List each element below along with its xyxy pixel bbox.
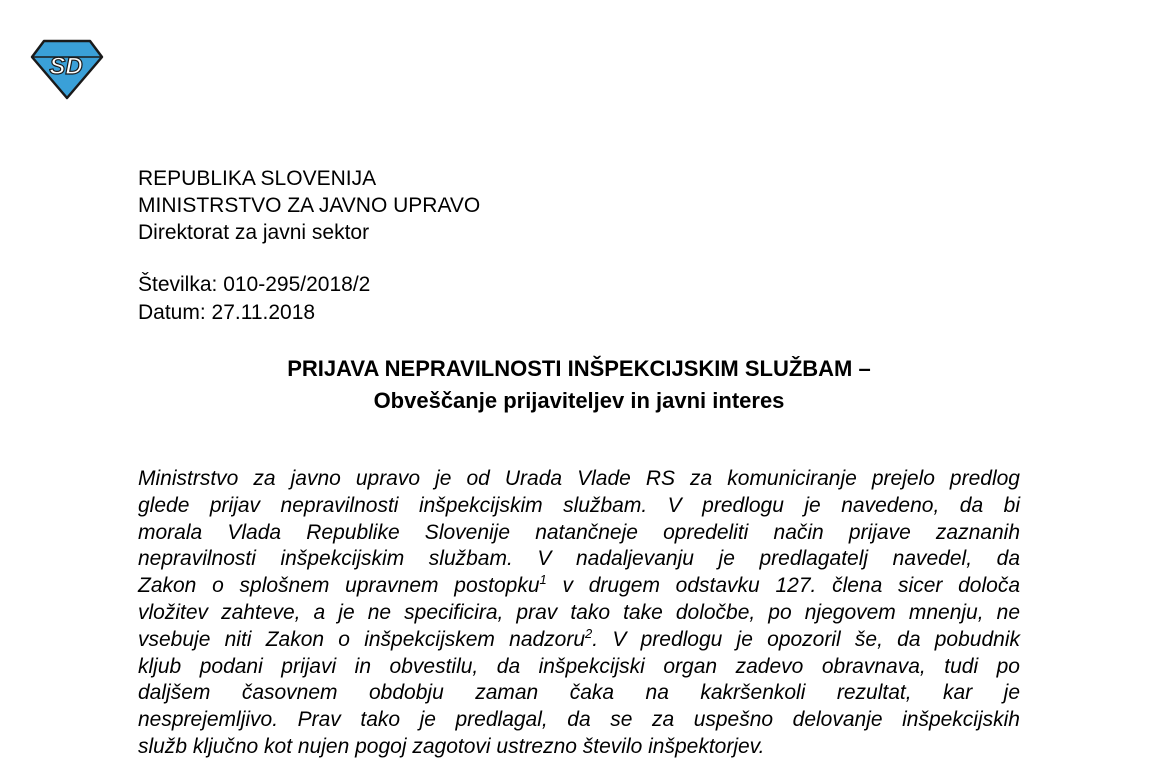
logo-letters: SD	[49, 53, 83, 80]
title-line-2: Obveščanje prijaviteljev in javni interes	[373, 388, 785, 413]
issuer-header	[138, 165, 480, 246]
footnote-ref-2: 2	[585, 625, 593, 641]
document-date: Datum: 27.11.2018	[138, 301, 316, 324]
body-line: daljšem časovnem obdobju zaman čaka na kakršenkoli rezultat, kar je	[138, 681, 1020, 705]
footnote-ref-1: 1	[539, 572, 547, 588]
header-ministry: MINISTRSTVO ZA JAVNO UPRAVO	[138, 194, 481, 217]
body-line: glede prijav nepravilnosti inšpekcijskim službam. V predlogu je navedeno, da bi	[138, 493, 1020, 517]
body-text: Zakon o splošnem upravnem postopku	[138, 574, 540, 598]
body-line: nepravilnosti inšpekcijskim službam. V nadaljevanju je predlagatelj navedel, da	[138, 547, 1020, 571]
body-paragraph	[138, 466, 1020, 761]
body-line: služb ključno kot nujen pogoj zagotovi ustrezno število inšpektorjev.	[138, 734, 765, 758]
body-text: vsebuje niti Zakon o inšpekcijskem nadzoru	[138, 627, 586, 651]
diamond-logo-icon	[30, 38, 104, 100]
document-meta	[138, 271, 370, 327]
body-line: morala Vlada Republike Slovenije natančneje opredeliti način prijave zaznanih	[138, 520, 1020, 544]
title-line-1: PRIJAVA NEPRAVILNOSTI INŠPEKCIJSKIM SLUŽBAM –	[287, 356, 871, 381]
body-line	[138, 573, 1020, 600]
body-text: . V predlogu je opozoril še, da pobudnik	[592, 627, 1020, 651]
header-republic: REPUBLIKA SLOVENIJA	[138, 167, 377, 190]
body-line: nesprejemljivo. Prav tako je predlagal, da se za uspešno delovanje inšpekcijskih	[138, 708, 1020, 732]
body-line	[138, 627, 1020, 654]
body-line: Ministrstvo za javno upravo je od Urada Vlade RS za komuniciranje prejelo predlog	[138, 467, 1020, 490]
document-number: Številka: 010-295/2018/2	[138, 273, 371, 296]
body-line: kljub podani prijavi in obvestilu, da inšpekcijski organ zadevo obravnava, tudi po	[138, 654, 1020, 678]
body-text: v drugem odstavku 127. člena sicer določa	[546, 574, 1020, 598]
body-line: vložitev zahteve, a je ne specificira, prav tako take določbe, po njegovem mnenju, ne	[138, 600, 1020, 624]
logo-graphic	[30, 38, 104, 100]
header-directorate: Direktorat za javni sektor	[138, 221, 370, 244]
document-title	[138, 353, 1020, 417]
